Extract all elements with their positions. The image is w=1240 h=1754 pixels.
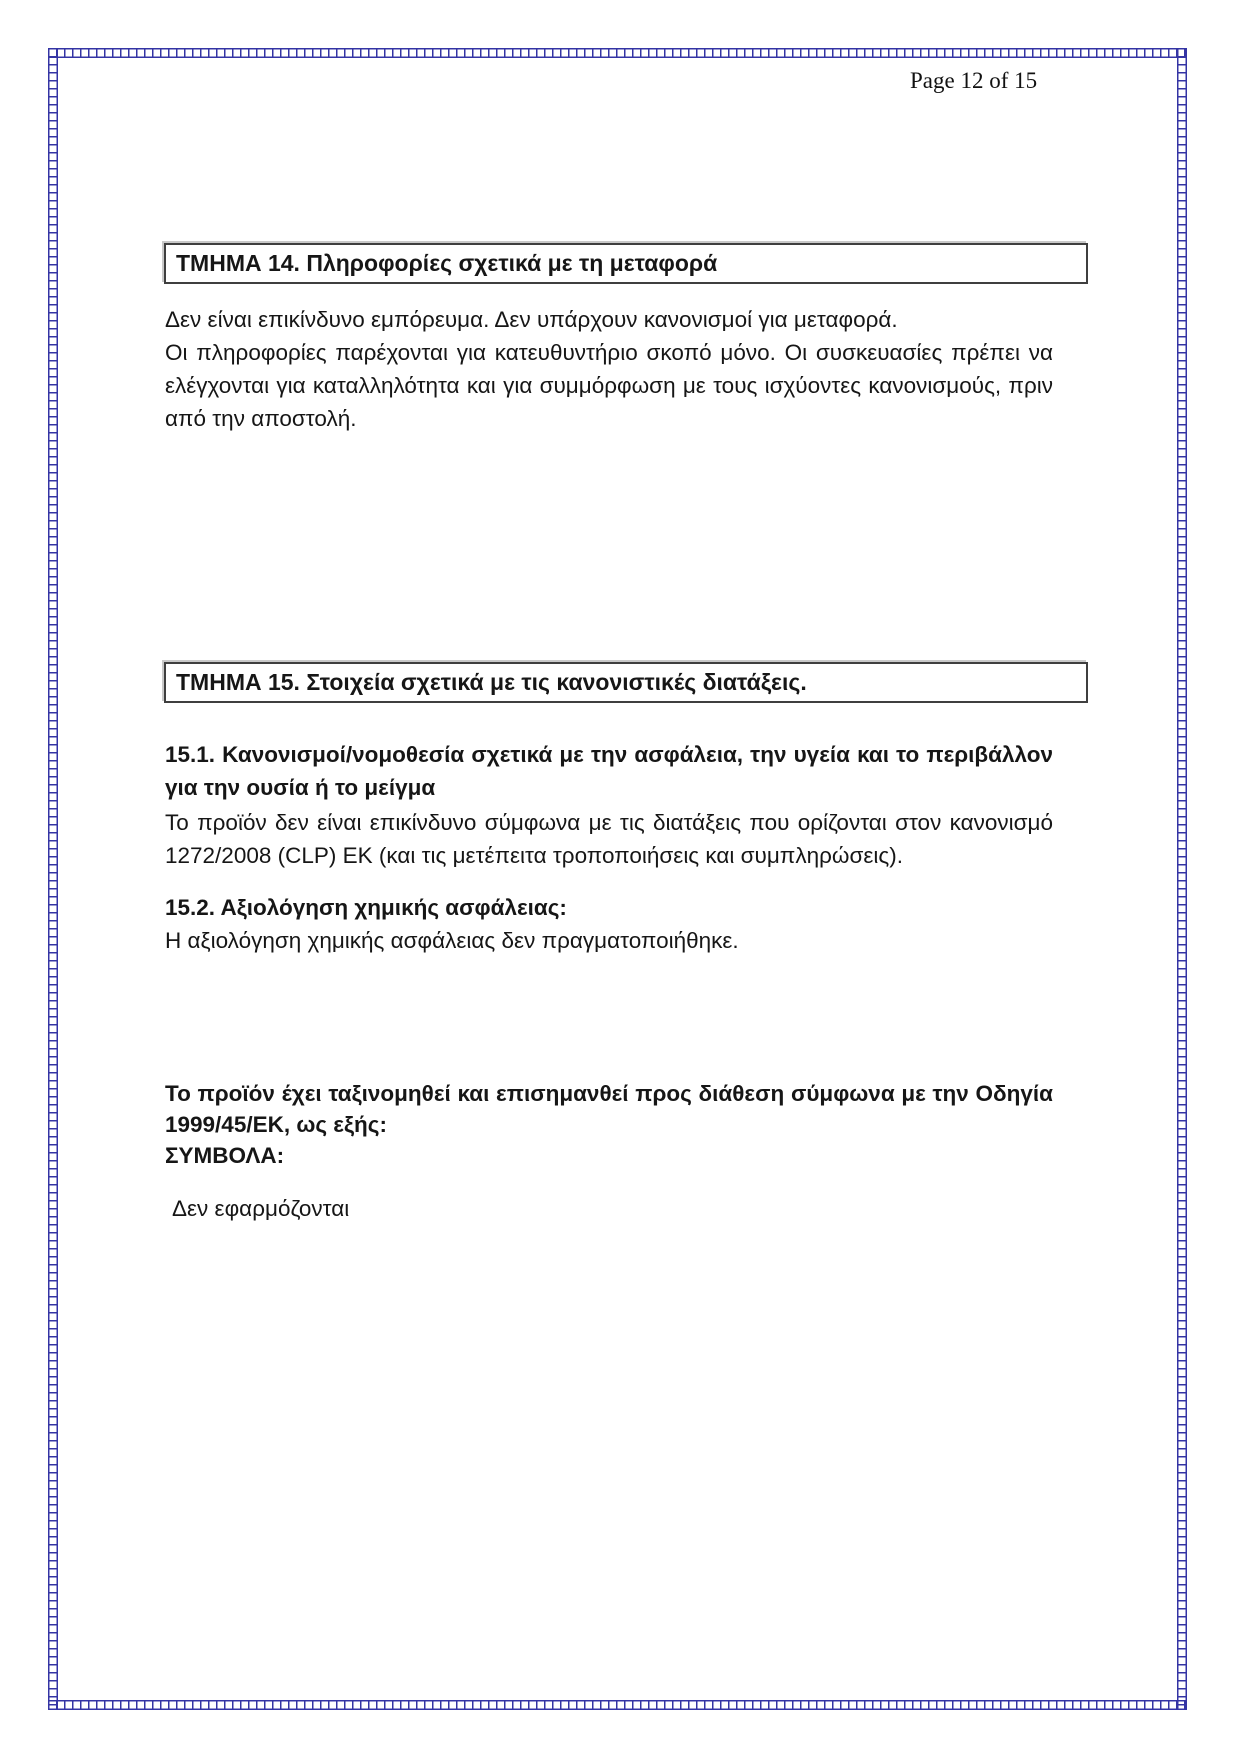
section-15-header-box bbox=[164, 662, 1088, 703]
section-15-1-body: Το προϊόν δεν είναι επικίνδυνο σύμφωνα με τις διατάξεις που ορίζονται στον κανονισμό 1272/2008 (CLP) ΕΚ (και τις μετέπειτα τροποποιήσεις και συμπληρώσεις). bbox=[165, 810, 1053, 868]
symbols-label: ΣΥΜΒΟΛΑ: bbox=[165, 1143, 285, 1168]
classification-block bbox=[165, 1078, 1053, 1171]
section-14-body bbox=[165, 303, 1053, 435]
stitch-border-left bbox=[48, 48, 58, 1710]
stitch-border-right bbox=[1177, 48, 1187, 1710]
section-14-paragraph: Οι πληροφορίες παρέχονται για κατευθυντήριο σκοπό μόνο. Οι συσκευασίες πρέπει να ελέγχονται για καταλληλότητα και για συμμόρφωση με τους ισχύοντες κανονισμούς, πριν από την αποστολή. bbox=[165, 340, 1053, 431]
section-15-1-heading: 15.1. Κανονισμοί/νομοθεσία σχετικά με την ασφάλεια, την υγεία και το περιβάλλον για την ουσία ή το μείγμα bbox=[165, 742, 1053, 800]
section-14-title: ΤΜΗΜΑ 14. Πληροφορίες σχετικά με τη μεταφορά bbox=[176, 250, 718, 276]
page-number: Page 12 of 15 bbox=[910, 68, 1038, 93]
stitch-border-bottom bbox=[48, 1700, 1187, 1710]
classification-paragraph: Το προϊόν έχει ταξινομηθεί και επισημανθεί προς διάθεση σύμφωνα με την Οδηγία 1999/45/ΕΚ, ως εξής: bbox=[165, 1081, 1053, 1137]
section-14-header-box bbox=[164, 243, 1088, 284]
section-14-line1: Δεν είναι επικίνδυνο εμπόρευμα. Δεν υπάρχουν κανονισμοί για μεταφορά. bbox=[165, 307, 898, 332]
section-15-title: ΤΜΗΜΑ 15. Στοιχεία σχετικά με τις κανονιστικές διατάξεις. bbox=[176, 669, 807, 695]
symbols-value: Δεν εφαρμόζονται bbox=[172, 1196, 350, 1221]
section-15-2-heading: 15.2. Αξιολόγηση χημικής ασφάλειας: bbox=[165, 895, 567, 920]
section-15-2-body: Η αξιολόγηση χημικής ασφάλειας δεν πραγματοποιήθηκε. bbox=[165, 928, 739, 953]
stitch-border-top bbox=[48, 48, 1187, 58]
